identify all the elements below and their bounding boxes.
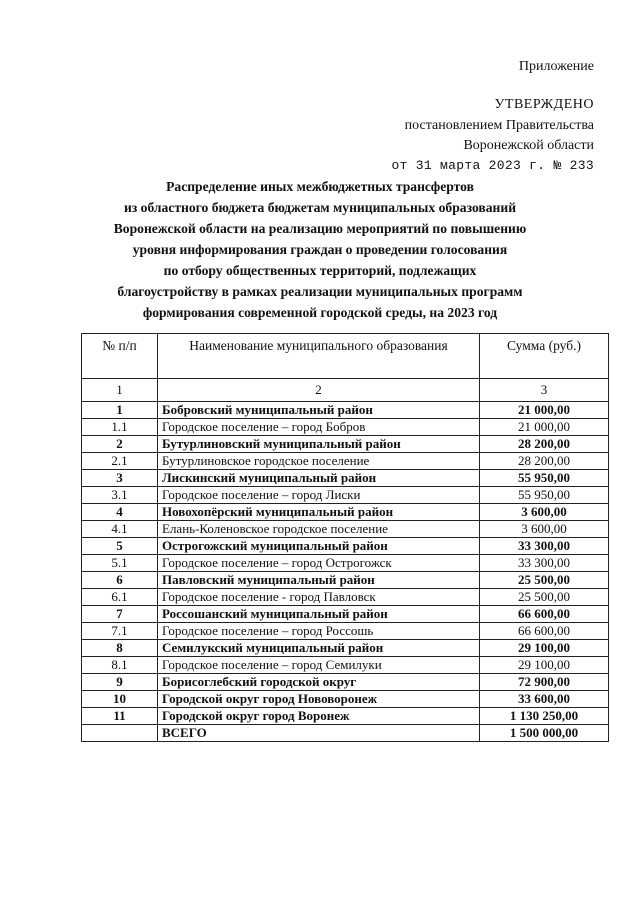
row-municipality: Борисоглебский городской округ [158, 674, 480, 691]
approved-by-line2: Воронежской области [463, 138, 594, 153]
row-number: 5 [82, 538, 158, 555]
title-line: по отбору общественных территорий, подлежащих [163, 263, 477, 278]
table-row [82, 708, 609, 725]
approved-label: УТВЕРЖДЕНО [494, 97, 594, 112]
table-row [82, 657, 609, 674]
row-number: 3 [82, 470, 158, 487]
row-sum: 29 100,00 [480, 657, 609, 674]
row-sum: 21 000,00 [480, 419, 609, 436]
decree-date-number: от 31 марта 2023 г. № 233 [391, 158, 594, 173]
table-row [82, 691, 609, 708]
row-number: 1.1 [82, 419, 158, 436]
row-number: 6.1 [82, 589, 158, 606]
total-number-empty [82, 725, 158, 742]
row-sum: 29 100,00 [480, 640, 609, 657]
document-title [60, 176, 580, 323]
title-line: из областного бюджета бюджетам муниципальных образований [123, 200, 517, 215]
row-sum: 25 500,00 [480, 589, 609, 606]
table-row [82, 487, 609, 504]
table-body [82, 402, 609, 742]
column-number-row [82, 379, 609, 402]
row-sum: 55 950,00 [480, 470, 609, 487]
row-sum: 72 900,00 [480, 674, 609, 691]
table-row [82, 640, 609, 657]
appendix-label: Приложение [518, 59, 594, 74]
approved-by-line1: постановлением Правительства [404, 118, 594, 133]
row-number: 2 [82, 436, 158, 453]
row-sum: 55 950,00 [480, 487, 609, 504]
row-municipality: Павловский муниципальный район [158, 572, 480, 589]
table-row [82, 674, 609, 691]
header-number: № п/п [82, 334, 158, 379]
table-row [82, 623, 609, 640]
row-sum: 3 600,00 [480, 504, 609, 521]
row-municipality: Острогожский муниципальный район [158, 538, 480, 555]
row-municipality: Лискинский муниципальный район [158, 470, 480, 487]
table-row [82, 402, 609, 419]
total-label: ВСЕГО [158, 725, 480, 742]
row-municipality: Бобровский муниципальный район [158, 402, 480, 419]
row-sum: 25 500,00 [480, 572, 609, 589]
row-number: 2.1 [82, 453, 158, 470]
table-row [82, 436, 609, 453]
row-sum: 21 000,00 [480, 402, 609, 419]
row-number: 8 [82, 640, 158, 657]
row-number: 11 [82, 708, 158, 725]
row-municipality: Городское поселение – город Острогожск [158, 555, 480, 572]
row-sum: 33 300,00 [480, 538, 609, 555]
row-municipality: Новохопёрский муниципальный район [158, 504, 480, 521]
header-municipality: Наименование муниципального образования [158, 334, 480, 379]
row-municipality: Бутурлиновский муниципальный район [158, 436, 480, 453]
table-row [82, 572, 609, 589]
title-line: уровня информирования граждан о проведении голосования [132, 242, 508, 257]
row-number: 4.1 [82, 521, 158, 538]
row-municipality: Городское поселение – город Семилуки [158, 657, 480, 674]
column-number-1: 1 [82, 379, 158, 402]
row-municipality: Бутурлиновское городское поселение [158, 453, 480, 470]
row-number: 10 [82, 691, 158, 708]
row-number: 8.1 [82, 657, 158, 674]
row-sum: 66 600,00 [480, 623, 609, 640]
row-municipality: Городской округ город Воронеж [158, 708, 480, 725]
row-number: 5.1 [82, 555, 158, 572]
table-row [82, 538, 609, 555]
table-row [82, 470, 609, 487]
row-number: 7.1 [82, 623, 158, 640]
row-number: 9 [82, 674, 158, 691]
row-sum: 1 130 250,00 [480, 708, 609, 725]
row-municipality: Городское поселение – город Бобров [158, 419, 480, 436]
row-sum: 33 600,00 [480, 691, 609, 708]
row-sum: 33 300,00 [480, 555, 609, 572]
title-line: Воронежской области на реализацию мероприятий по повышению [113, 221, 527, 236]
table-row [82, 453, 609, 470]
row-sum: 28 200,00 [480, 453, 609, 470]
table-row [82, 521, 609, 538]
row-municipality: Россошанский муниципальный район [158, 606, 480, 623]
total-sum: 1 500 000,00 [480, 725, 609, 742]
table-header-row [82, 334, 609, 379]
allocation-table [81, 333, 609, 742]
row-number: 1 [82, 402, 158, 419]
row-sum: 28 200,00 [480, 436, 609, 453]
column-number-2: 2 [158, 379, 480, 402]
row-municipality: Елань-Коленовское городское поселение [158, 521, 480, 538]
row-municipality: Городской округ город Нововоронеж [158, 691, 480, 708]
row-municipality: Городское поселение – город Россошь [158, 623, 480, 640]
header-sum: Сумма (руб.) [480, 334, 609, 379]
table-row [82, 555, 609, 572]
row-number: 3.1 [82, 487, 158, 504]
row-municipality: Городское поселение - город Павловск [158, 589, 480, 606]
row-sum: 66 600,00 [480, 606, 609, 623]
table-row [82, 419, 609, 436]
row-number: 6 [82, 572, 158, 589]
row-municipality: Городское поселение – город Лиски [158, 487, 480, 504]
row-number: 7 [82, 606, 158, 623]
title-line: Распределение иных межбюджетных трансфертов [166, 179, 474, 194]
title-line: благоустройству в рамках реализации муниципальных программ [117, 284, 523, 299]
total-row [82, 725, 609, 742]
column-number-3: 3 [480, 379, 609, 402]
table-row [82, 504, 609, 521]
table-row [82, 589, 609, 606]
title-line: формирования современной городской среды, на 2023 год [142, 305, 498, 320]
row-municipality: Семилукский муниципальный район [158, 640, 480, 657]
row-number: 4 [82, 504, 158, 521]
row-sum: 3 600,00 [480, 521, 609, 538]
table-row [82, 606, 609, 623]
